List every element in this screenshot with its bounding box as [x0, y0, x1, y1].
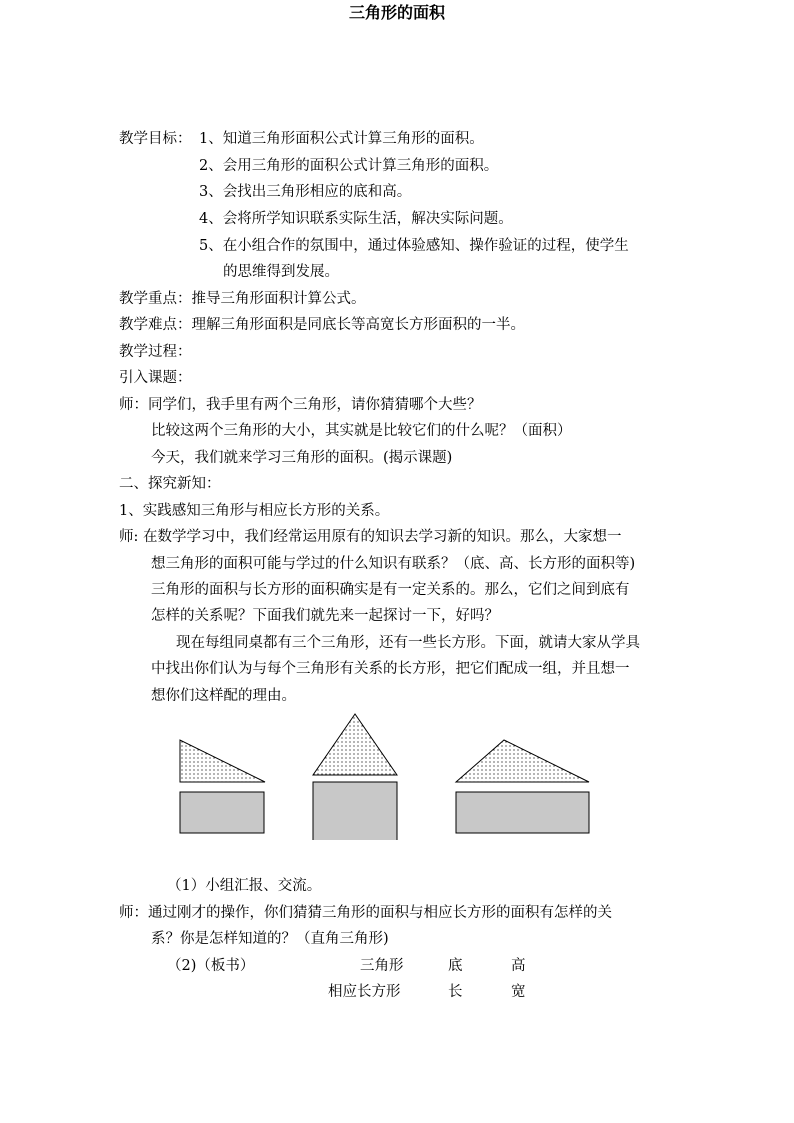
- goals-label: 教学目标：: [119, 131, 192, 147]
- board-row2-col2: 长: [448, 984, 463, 1000]
- goal-item-2: 2、会用三角形的面积公式计算三角形的面积。: [199, 158, 499, 174]
- rectangle-1: [180, 792, 264, 833]
- triangle-rectangle-figure: [0, 700, 794, 840]
- report-line: （1）小组汇报、交流。: [167, 878, 322, 894]
- goal-item-5: 5、在小组合作的氛围中，通过体验感知、操作验证的过程，使学生: [199, 238, 629, 254]
- obtuse-triangle: [456, 740, 589, 782]
- explore-para1-line1: 师: 在数学学习中，我们经常运用原有的知识去学习新的知识。那么，大家想一: [119, 529, 622, 545]
- explore-para2-line3: 想你们这样配的理由。: [151, 688, 296, 704]
- goal-item-4: 4、会将所学知识联系实际生活，解决实际问题。: [199, 211, 513, 227]
- board-row2-col3: 宽: [511, 984, 526, 1000]
- board-row1-col1: 三角形: [360, 958, 404, 974]
- teacher-line-2: 系？你是怎样知道的？（直角三角形): [151, 931, 389, 947]
- intro-heading: 引入课题：: [119, 370, 192, 386]
- board-row2-col1: 相应长方形: [328, 984, 401, 1000]
- intro-line-3: 今天，我们就来学习三角形的面积。(揭示课题): [151, 450, 453, 466]
- intro-line-1: 师：同学们，我手里有两个三角形，请你猜猜哪个大些？: [119, 397, 482, 413]
- process-label: 教学过程：: [119, 344, 192, 360]
- intro-line-2: 比较这两个三角形的大小，其实就是比较它们的什么呢？（面积）: [151, 423, 572, 439]
- goal-item-3: 3、会找出三角形相应的底和高。: [199, 184, 412, 200]
- key-point: 教学重点：推导三角形面积计算公式。: [119, 291, 366, 307]
- teacher-line-1: 师：通过刚才的操作，你们猜猜三角形的面积与相应长方形的面积有怎样的关: [119, 905, 612, 921]
- explore-heading: 二、探究新知：: [119, 476, 221, 492]
- right-triangle: [180, 740, 265, 782]
- explore-para1-line4: 怎样的关系呢？下面我们就先来一起探讨一下，好吗？: [151, 608, 499, 624]
- explore-para1-line3: 三角形的面积与长方形的面积确实是有一定关系的。那么，它们之间到底有: [151, 582, 630, 598]
- isosceles-triangle: [313, 714, 397, 775]
- explore-para2-line1: 现在每组同桌都有三个三角形，还有一些长方形。下面，就请大家从学具: [176, 635, 640, 651]
- difficulty: 教学难点：理解三角形面积是同底长等高宽长方形面积的一半。: [119, 317, 525, 333]
- board-label: （2)（板书）: [167, 958, 255, 974]
- goal-item-1: 1、知道三角形面积公式计算三角形的面积。: [199, 131, 484, 147]
- explore-para1-line2: 想三角形的面积可能与学过的什么知识有联系？（底、高、长方形的面积等): [151, 556, 636, 572]
- explore-para2-line2: 中找出你们认为与每个三角形有关系的长方形，把它们配成一组，并且想一: [151, 661, 630, 677]
- board-row1-col2: 底: [448, 958, 463, 974]
- explore-sub1: 1、实践感知三角形与相应长方形的关系。: [119, 503, 390, 519]
- rectangle-2: [313, 782, 397, 840]
- goal-item-5-cont: 的思维得到发展。: [223, 264, 339, 280]
- rectangle-3: [456, 792, 589, 833]
- page-title: 三角形的面积: [348, 3, 445, 22]
- board-row1-col3: 高: [511, 958, 526, 974]
